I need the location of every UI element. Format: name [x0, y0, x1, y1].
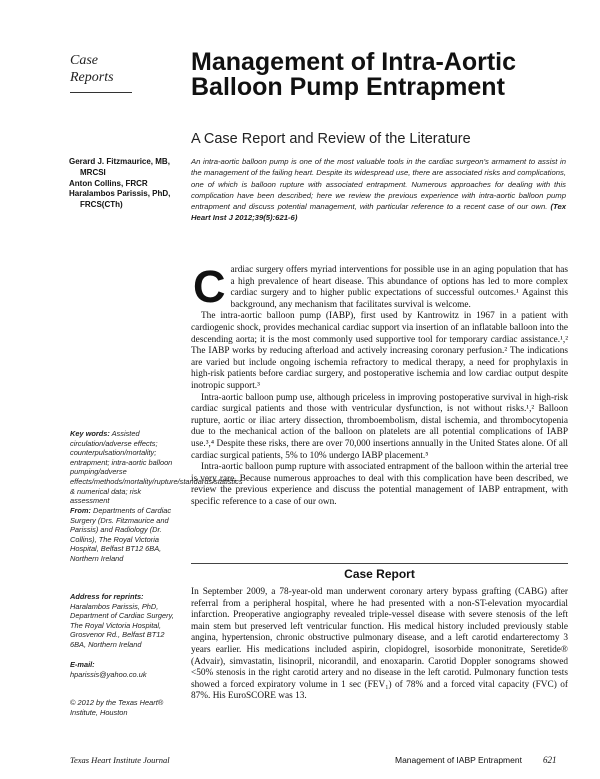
section-tag	[70, 52, 132, 93]
author-1-credential: MRCSI	[80, 167, 106, 177]
paragraph-1	[191, 261, 568, 312]
email-address[interactable]: hparissis@yahoo.co.uk	[70, 669, 147, 679]
author-1: Gerard J. Fitzmaurice, MB,	[69, 157, 170, 166]
case-report-heading: Case Report	[344, 567, 415, 581]
author-2: Anton Collins, FRCR	[69, 178, 148, 188]
keywords-label: Key words:	[70, 429, 110, 438]
article-title: Management of Intra-Aortic Balloon Pump Entrapment	[191, 48, 517, 101]
from-text: Departments of Cardiac Surgery (Drs. Fitzmaurice and Parissis) and Radiology (Dr. Collins), The Royal Victoria Hospital, Belfast BT12 6BA, Northern Ireland	[70, 506, 172, 563]
copyright-block	[70, 698, 175, 717]
author-list	[69, 157, 189, 211]
abstract-citation: (Tex Heart Inst J 2012;39(5):621-6)	[191, 202, 567, 223]
drop-cap: C	[193, 261, 226, 312]
paragraph-1-text: ardiac surgery offers myriad interventions for possible use in an aging population that has a high prevalence of heart disease. This abundance of options has led to more complex cardiac surgery and to higher public expectations of successful outcomes.¹ Against this background, any mechanism that facilitates survival is welcome.	[230, 265, 568, 310]
abstract-text: An intra-aortic balloon pump is one of the most valuable tools in the cardiac surgeon's armament to assist in the management of the failing heart. Despite its widespread use, there are associated risks and complications, one of which is balloon rupture with associated entrapment. Numerous approaches for dealing with this complication have been described; here we review the previous experience with intra-aortic balloon pump entrapment and discuss potential management, with particular reference to a recent case of our own.	[191, 157, 566, 212]
paragraph-5: In September 2009, a 78-year-old man underwent coronary artery bypass grafting (CABG) after referral from a peripheral hospital, where he had presented with a non-ST-elevation myocardial infarction. Preoperative angiography revealed triple-vessel disease with severe stenosis of the left main stem but preserved left ventricular function. His medical history included previously stable angina, hypertension, chronic obstructive pulmonary disease, and a left carotid endarterectomy 3 years earlier. His medications included aspirin, clopidogrel, isosorbide mononitrate, Seretide® (Advair), simvastatin, lisinopril, nicorandil, and enoxaparin. Carotid Doppler sonograms showed <50% stenosis in the right carotid artery and no disease in the left carotid. Pulmonary function tests showed a forced expiratory volume in 1 sec (FEV₁) of 78% and a forced vital capacity (FVC) of 87%. His EuroSCORE was 13.	[191, 587, 568, 702]
body-case	[191, 587, 568, 703]
section-tag-line2: Reports	[70, 70, 114, 85]
paragraph-4: Intra-aortic balloon pump rupture with associated entrapment of the balloon within the arterial tree is very rare. Because numerous approaches to deal with this complication have been described, we review the previous experience and discuss the potential management of IABP entrapment, with specific reference to a case of our own.	[191, 462, 568, 507]
reprints-block	[70, 592, 175, 650]
email-label: E-mail:	[70, 660, 95, 669]
paragraph-3: Intra-aortic balloon pump use, although priceless in improving postoperative survival in high-risk cardiac surgical patients and those with ventricular dysfunction, is not without risks.¹,² Balloon rupture, aortic or iliac artery dissection, thromboembolism, distal ischemia, and thrombocytopenia due to the mechanical action of the balloon on platelets are all potential complications of IABP use.³,⁴ Despite these risks, there are over 70,000 insertions annually in the United States alone. Of all cardiac surgical patients, 5% to 10% undergo IABP placement.⁵	[191, 392, 568, 461]
case-heading-rule	[191, 563, 568, 564]
body-intro	[191, 261, 568, 508]
footer-running-title: Management of IABP Entrapment	[395, 755, 522, 765]
keywords-text: Assisted circulation/adverse effects; counterpulsation/mortality; entrapment; intra-aortic balloon pumping/adverse effects/methods/mortality/rupture/standards/statistics & numerical data; risk assessment	[70, 429, 243, 506]
copyright-text: © 2012 by the Texas Heart® Institute, Houston	[70, 698, 164, 717]
reprints-label: Address for reprints:	[70, 592, 144, 601]
author-3-credential: FRCS(CTh)	[80, 200, 123, 210]
from-block	[70, 506, 175, 564]
paragraph-2: The intra-aortic balloon pump (IABP), first used by Kantrowitz in 1967 in a patient with cardiogenic shock, provides mechanical cardiac support via insertion of an inflatable balloon into the descending aorta; it is the most commonly used supportive tool for temporary cardiac assistance.¹,² The IABP works by reducing afterload and actively increasing coronary perfusion.² The indications are varied but include ongoing ischemia refractory to medical therapy, a need for prophylaxis in high-risk patients before cardiac surgery, and postoperative ischemia and low cardiac output despite inotropic support.³	[191, 311, 568, 391]
section-tag-line1: Case	[70, 53, 98, 68]
from-label: From:	[70, 506, 91, 515]
abstract	[191, 156, 566, 224]
keywords-block	[70, 429, 243, 506]
reprints-text: Haralambos Parissis, PhD, Department of Cardiac Surgery, The Royal Victoria Hospital, Grosvenor Rd., Belfast BT12 6BA, Northern Ireland	[70, 601, 174, 649]
section-tag-rule	[70, 92, 132, 93]
email-block	[70, 660, 175, 679]
footer-journal: Texas Heart Institute Journal	[70, 755, 170, 765]
article-subtitle: A Case Report and Review of the Literature	[191, 131, 471, 147]
author-3: Haralambos Parissis, PhD,	[69, 189, 171, 199]
page-number: 621	[543, 755, 557, 765]
